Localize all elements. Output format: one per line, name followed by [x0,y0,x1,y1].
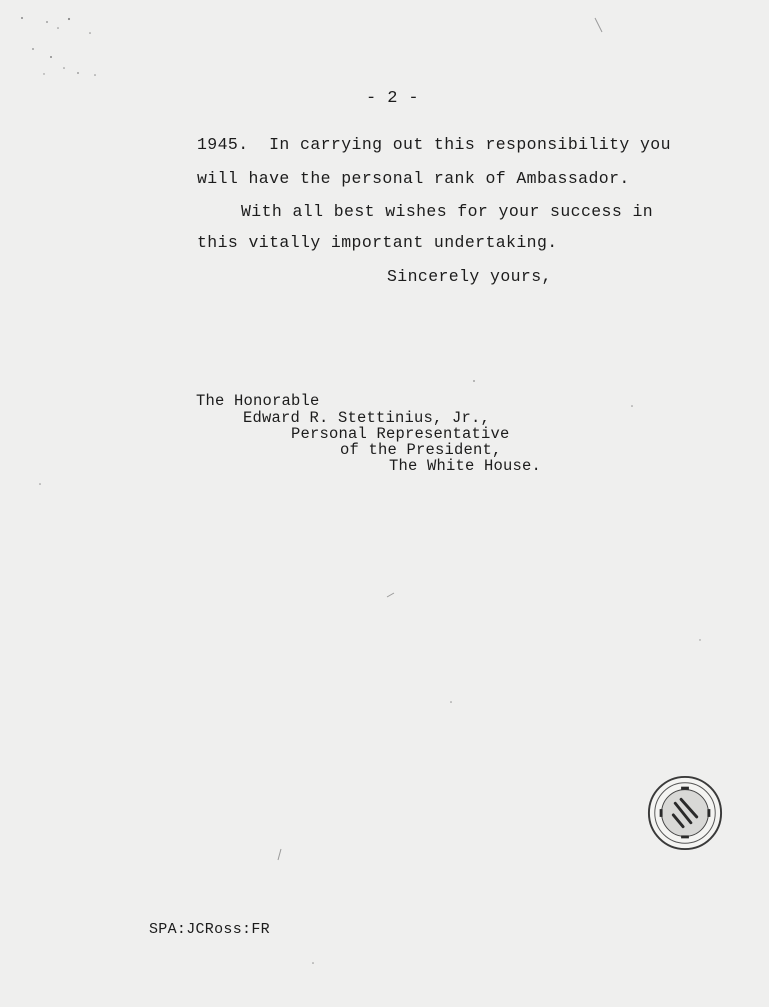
closing-salutation: Sincerely yours, [387,267,552,286]
address-line-4: of the President, [340,441,502,459]
paper-specks [0,0,120,90]
body-line-1: 1945. In carrying out this responsibility you [197,135,671,154]
address-line-1: The Honorable [196,392,320,410]
reference-initials: SPA:JCRoss:FR [149,921,270,938]
address-line-3: Personal Representative [291,425,510,443]
archive-stamp-seal [646,774,724,852]
address-line-2: Edward R. Stettinius, Jr., [243,409,491,427]
page-number: - 2 - [366,89,420,108]
body-line-3: With all best wishes for your success in [241,202,654,221]
body-line-2: will have the personal rank of Ambassador. [197,169,630,188]
address-line-5: The White House. [389,457,542,475]
body-line-4: this vitally important undertaking. [197,233,558,252]
